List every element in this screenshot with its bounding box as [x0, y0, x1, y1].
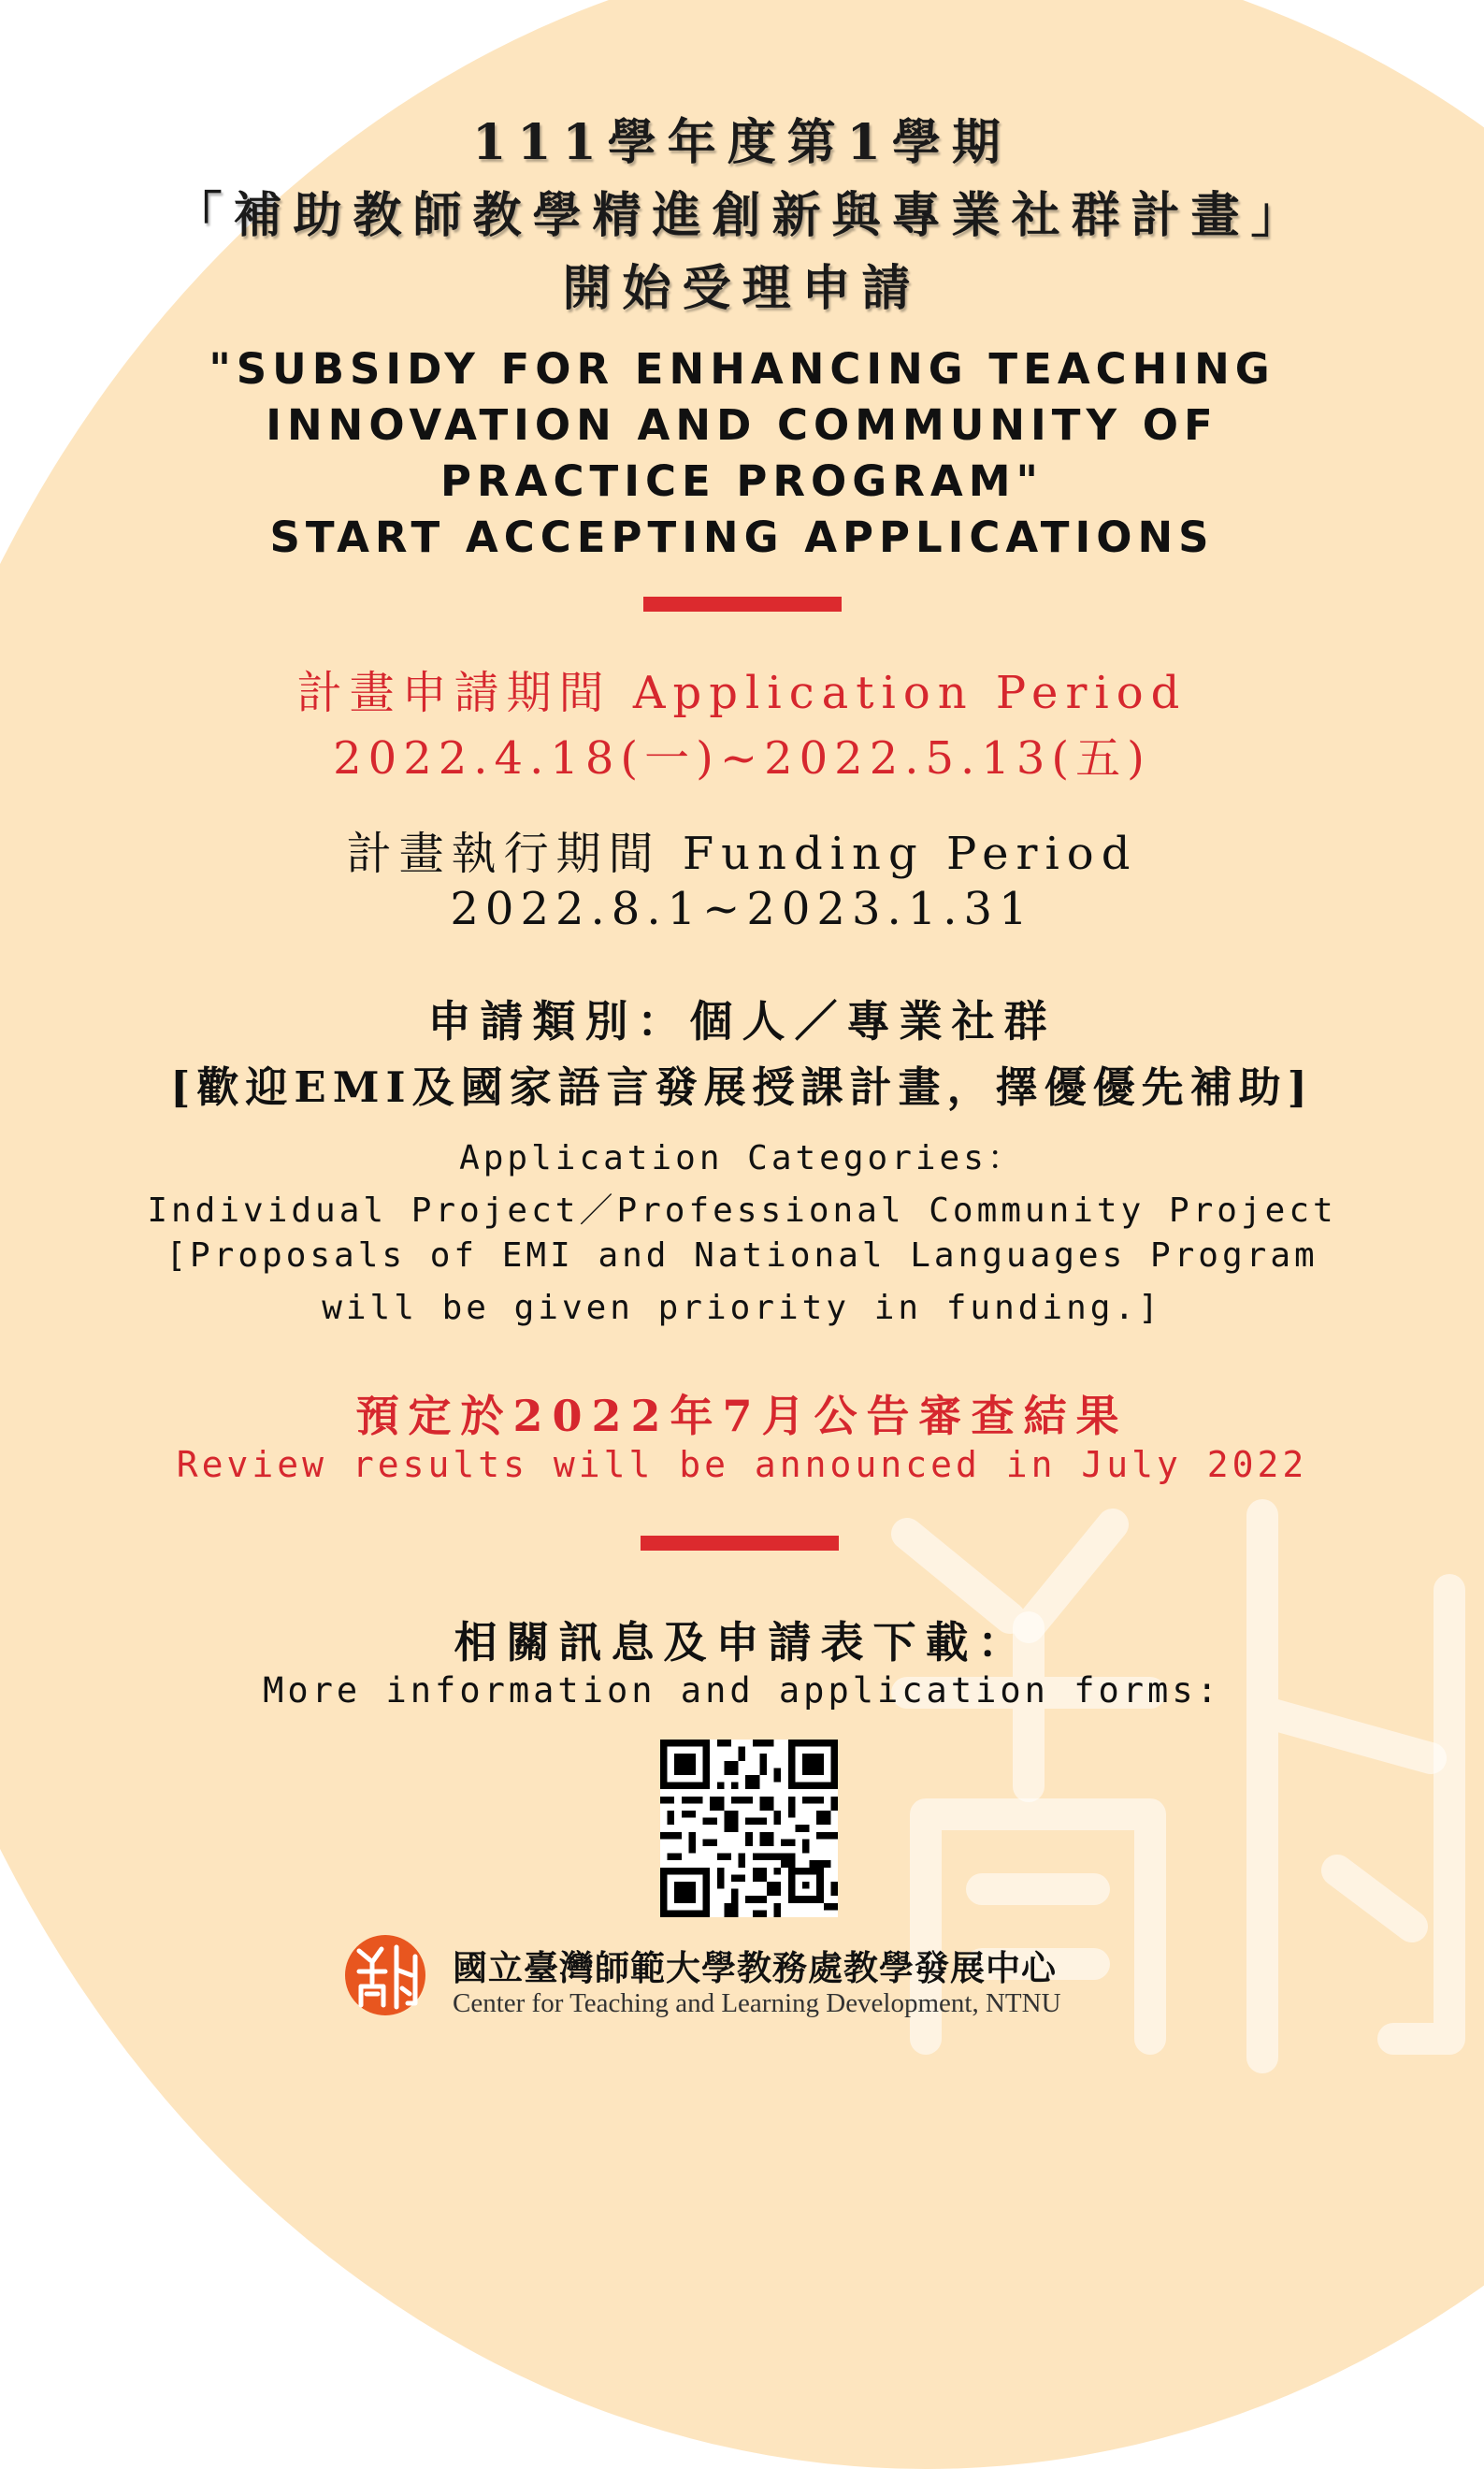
divider-top: [643, 597, 842, 612]
title-zh-line2: 「補助教師教學精進創新與專業社群計畫」: [173, 187, 1311, 244]
title-en-line1: "SUBSIDY FOR ENHANCING TEACHING: [209, 344, 1275, 394]
ctld-logo-icon: [344, 1934, 426, 2016]
footer-org-en: Center for Teaching and Learning Development, NTNU: [453, 1988, 1061, 2018]
categories-zh-line2: [歡迎EMI及國家語言發展授課計畫，擇優優先補助]: [170, 1062, 1314, 1112]
funding-period-dates: 2022.8.1~2023.1.31: [450, 883, 1034, 935]
footer-org-zh: 國立臺灣師範大學教務處教學發展中心: [453, 1947, 1057, 1988]
application-period-label-text: 計畫申請期間 Application Period: [296, 667, 1188, 719]
divider-bottom: [641, 1536, 839, 1551]
download-zh: 相關訊息及申請表下載：: [454, 1617, 1030, 1668]
funding-period-label-text: 計畫執行期間 Funding Period: [346, 828, 1138, 880]
download-en: More information and application forms:: [263, 1670, 1221, 1711]
review-zh: 預定於2022年7月公告審查結果: [355, 1391, 1129, 1441]
categories-en-line2: Individual Project／Professional Community Project: [147, 1191, 1337, 1230]
application-period-dates: 2022.4.18(一)~2022.5.13(五): [333, 732, 1151, 785]
categories-zh-line1: 申請類別：個人／專業社群: [427, 996, 1057, 1047]
qr-code-icon[interactable]: [660, 1740, 838, 1917]
title-en-line4: START ACCEPTING APPLICATIONS: [269, 513, 1215, 562]
title-en-line2: INNOVATION AND COMMUNITY OF: [266, 400, 1218, 450]
categories-en-line4: will be given priority in funding.]: [322, 1289, 1162, 1327]
categories-en-line3: [Proposals of EMI and National Languages Program: [166, 1236, 1318, 1275]
title-en-line3: PRACTICE PROGRAM": [440, 456, 1044, 506]
title-zh-line3: 開始受理申請: [562, 260, 922, 317]
funding-period-label: [0, 817, 1484, 882]
review-en: Review results will be announced in July 2022: [176, 1444, 1308, 1485]
categories-en-line1: Application Categories：: [459, 1139, 1025, 1177]
application-period-label: [0, 657, 1484, 721]
title-zh-line1: 111學年度第1學期: [472, 114, 1012, 171]
